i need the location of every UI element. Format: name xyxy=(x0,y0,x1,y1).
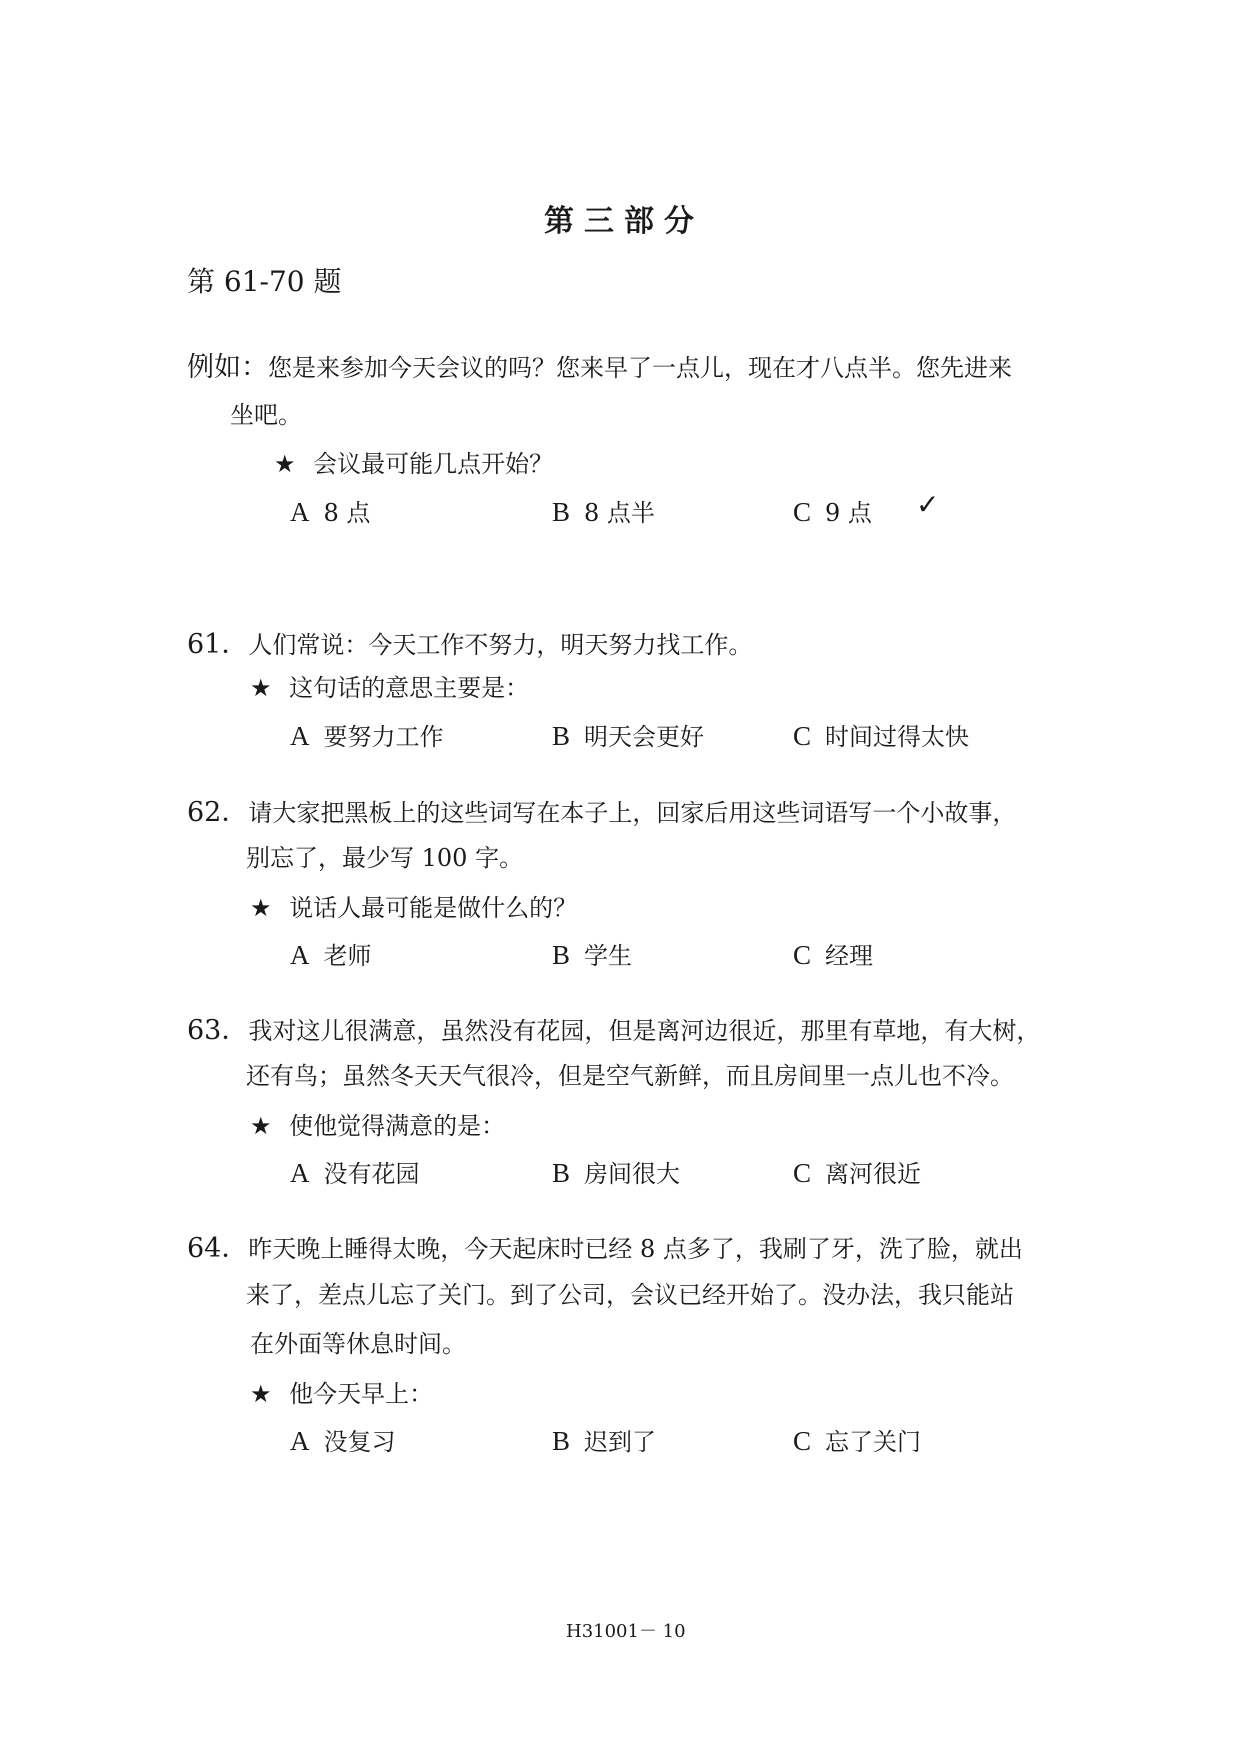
q64-option-c: C 忘了关门 xyxy=(793,1426,922,1456)
q63-option-b: B 房间很大 xyxy=(552,1158,681,1188)
example-option-b: B 8 点半 xyxy=(552,497,655,527)
question-number: 64． xyxy=(187,1233,249,1264)
question-text: 人们常说：今天工作不努力，明天努力找工作。 xyxy=(248,631,753,659)
question-text: 请大家把黑板上的这些词写在本子上，回家后用这些词语写一个小故事， xyxy=(248,799,1017,827)
example-line-1 xyxy=(187,345,1012,384)
example-question xyxy=(274,444,553,479)
q61-option-a: A 要努力工作 xyxy=(290,721,444,751)
q64-option-a: A 没复习 xyxy=(290,1426,396,1456)
question-number: 63． xyxy=(187,1015,249,1046)
q62-option-a: A 老师 xyxy=(290,940,372,970)
question-62 xyxy=(187,790,1016,829)
question-text: 昨天晚上睡得太晚，今天起床时已经 8 点多了，我刷了牙，洗了脸，就出 xyxy=(248,1235,1023,1263)
q61-option-c: C 时间过得太快 xyxy=(793,721,970,751)
question-62-prompt: ★ 说话人最可能是做什么的？ xyxy=(250,894,578,922)
example-line-2: 坐吧。 xyxy=(230,401,302,429)
q63-option-a: A 没有花园 xyxy=(290,1158,420,1188)
star-icon: ★ xyxy=(250,1380,272,1408)
page-title: 第三部分 xyxy=(544,204,704,239)
question-63 xyxy=(187,1008,1040,1047)
example-prefix: 例如： xyxy=(187,352,268,383)
star-icon: ★ xyxy=(250,1112,272,1140)
example-option-a: A 8 点 xyxy=(290,497,371,527)
q64-option-b: B 迟到了 xyxy=(552,1426,657,1456)
question-64 xyxy=(187,1226,1023,1265)
question-63-line-2: 还有鸟；虽然冬天天气很冷，但是空气新鲜，而且房间里一点儿也不冷。 xyxy=(246,1062,1014,1090)
question-number: 61． xyxy=(187,629,249,660)
question-text: 我对这儿很满意，虽然没有花园，但是离河边很近，那里有草地，有大树， xyxy=(248,1017,1041,1045)
example-prompt: 会议最可能几点开始？ xyxy=(313,450,554,478)
question-range: 第 61-70 题 xyxy=(187,265,342,298)
q62-option-c: C 经理 xyxy=(793,940,874,970)
example-option-c: C 9 点 xyxy=(793,497,872,527)
question-61 xyxy=(187,622,752,661)
page-footer: H31001－ 10 xyxy=(566,1621,686,1642)
question-62-line-2: 别忘了，最少写 100 字。 xyxy=(246,844,524,872)
star-icon: ★ xyxy=(250,674,272,702)
question-64-line-3: 在外面等休息时间。 xyxy=(250,1330,466,1358)
star-icon: ★ xyxy=(250,894,272,922)
check-mark-icon: ✓ xyxy=(916,488,940,521)
q62-option-b: B 学生 xyxy=(552,940,633,970)
question-64-prompt: ★ 他今天早上： xyxy=(250,1380,434,1408)
question-64-line-2: 来了，差点儿忘了关门。到了公司，会议已经开始了。没办法，我只能站 xyxy=(246,1281,1014,1309)
question-61-prompt: ★ 这句话的意思主要是： xyxy=(250,674,530,702)
question-63-prompt: ★ 使他觉得满意的是： xyxy=(250,1112,506,1140)
star-icon: ★ xyxy=(274,450,296,478)
example-text-1: 您是来参加今天会议的吗？您来早了一点儿，现在才八点半。您先进来 xyxy=(268,354,1012,382)
question-number: 62． xyxy=(187,797,249,828)
q63-option-c: C 离河很近 xyxy=(793,1158,922,1188)
q61-option-b: B 明天会更好 xyxy=(552,721,705,751)
